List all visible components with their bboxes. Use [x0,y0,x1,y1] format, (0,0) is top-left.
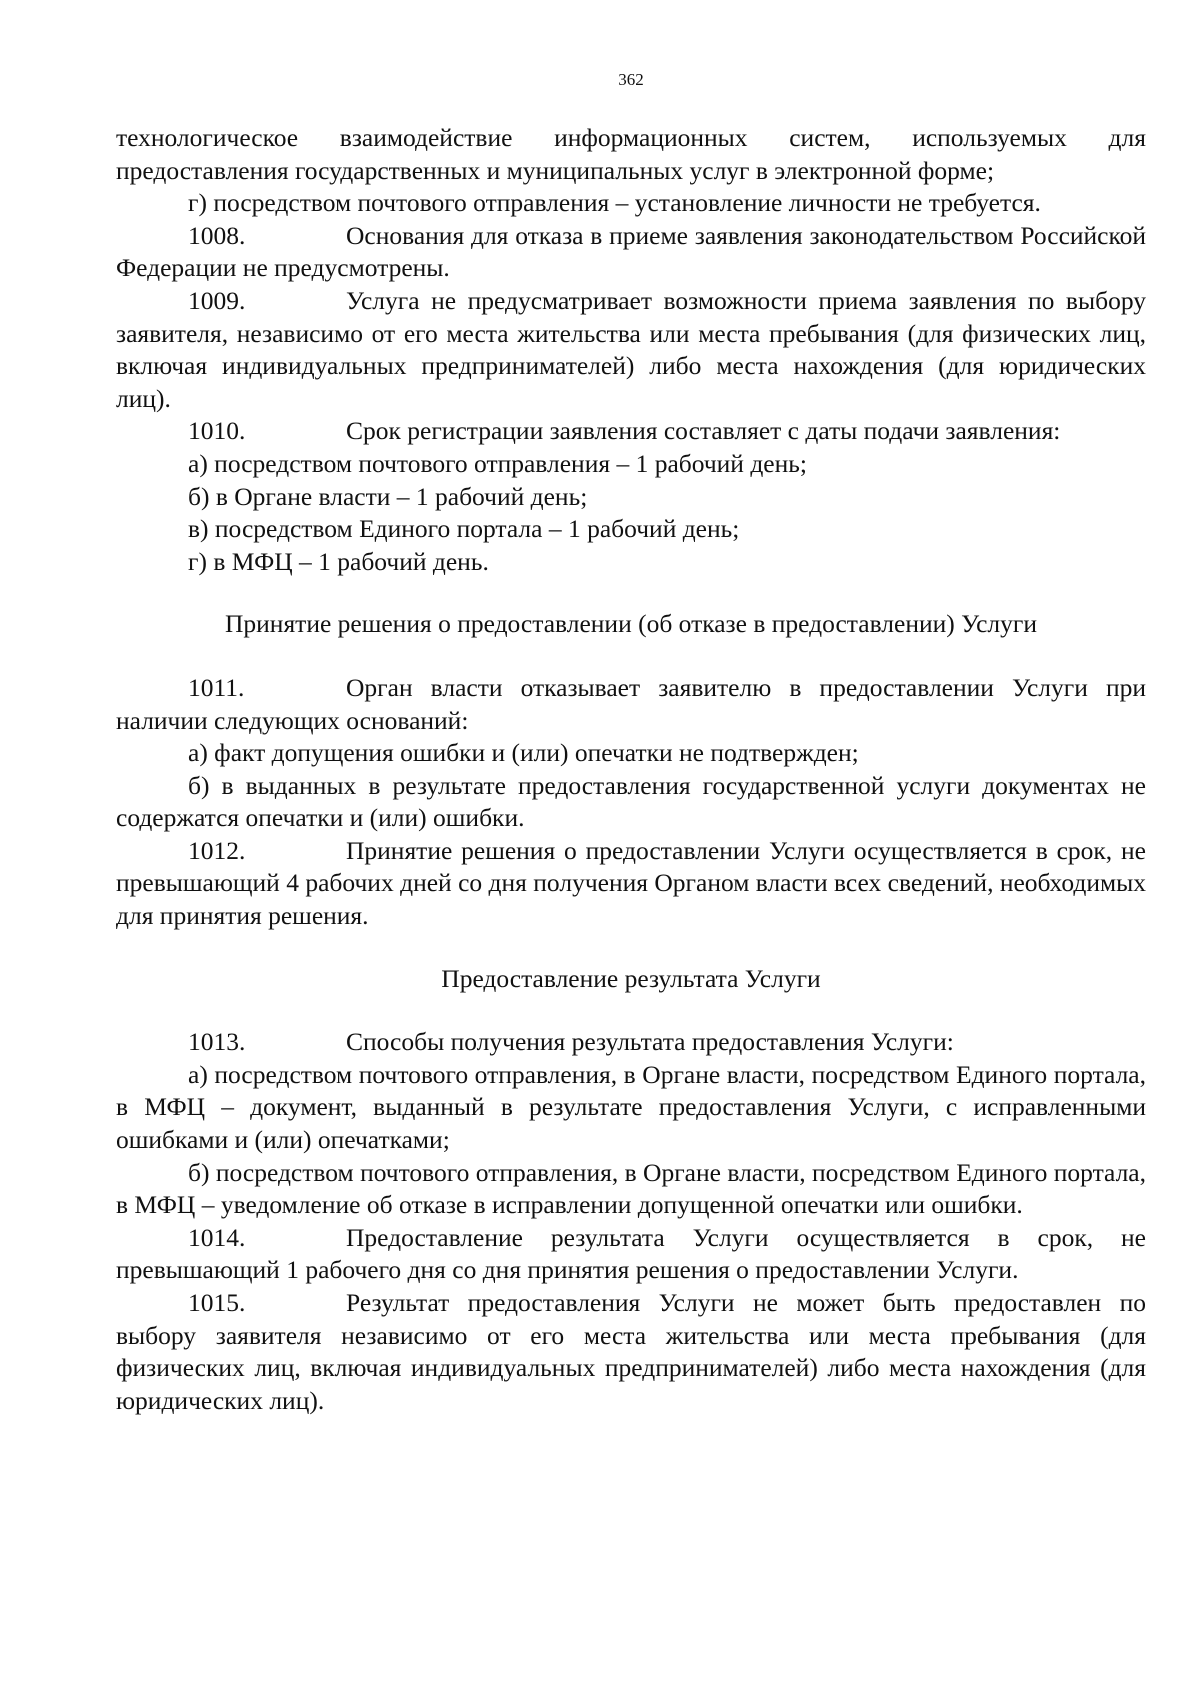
clause-1011 [116,672,1146,737]
clause-text: Предоставление результата Услуги осуществляется в срок, не превышающий 1 рабочего дня со дня принятия решения о предоставлении Услуги. [116,1222,1146,1285]
clause-number: 1010. [188,416,246,446]
clause-1015 [116,1287,1146,1417]
section-heading: Принятие решения о предоставлении (об отказе в предоставлении) Услуги [224,609,1038,639]
list-item: б) посредством почтового отправления, в Органе власти, посредством Единого портала, в МФЦ – уведомление об отказе в исправлении допущенной опечатки или ошибки. [116,1157,1146,1220]
clause-text: Услуга не предусматривает возможности приема заявления по выбору заявителя, независимо от его места жительства или места пребывания (для физических лиц, включая индивидуальных предпринимателей) либо места нахождения (для юридических лиц). [116,285,1146,413]
list-item: б) в Органе власти – 1 рабочий день; [188,481,588,511]
clause-number: 1012. [188,835,246,865]
page-number: 362 [618,70,644,89]
clause-number: 1011. [188,672,245,702]
clause-text: Принятие решения о предоставлении Услуги осуществляется в срок, не превышающий 4 рабочих дней со дня получения Органом власти всех сведений, необходимых для принятия решения. [116,835,1146,931]
clause-1009 [116,285,1146,415]
section-heading: Предоставление результата Услуги [441,963,821,993]
clause-1008 [116,220,1146,285]
list-item: б) в выданных в результате предоставления государственной услуги документах не содержатся опечатки и (или) ошибки. [116,770,1146,833]
clause-number: 1015. [188,1288,246,1317]
clause-text: Орган власти отказывает заявителю в предоставлении Услуги при наличии следующих оснований: [116,672,1146,735]
clause-1012 [116,835,1146,933]
list-item: г) в МФЦ – 1 рабочий день. [188,546,489,576]
clause-text: Способы получения результата предоставления Услуги: [346,1027,954,1057]
clause-number: 1013. [188,1027,246,1057]
list-item: в) посредством Единого портала – 1 рабочий день; [188,514,740,544]
list-item: а) посредством почтового отправления, в Органе власти, посредством Единого портала, в МФЦ – документ, выданный в результате предоставления Услуги, с исправленными ошибками и (или) опечатками; [116,1059,1146,1155]
clause-1014 [116,1222,1146,1287]
clause-text: Результат предоставления Услуги не может быть предоставлен по выбору заявителя независимо от его места жительства или места пребывания (для физических лиц, включая индивидуальных предпринимателей) либо места нахождения (для юридических лиц). [116,1288,1146,1415]
clause-number: 1009. [188,285,246,315]
paragraph-continuation: технологическое взаимодействие информационных систем, используемых для предоставления государственных и муниципальных услуг в электронной форме; [116,123,1146,185]
clause-number: 1014. [188,1222,246,1252]
clause-number: 1008. [188,220,246,250]
list-item: а) посредством почтового отправления – 1 рабочий день; [188,448,807,478]
clause-text: Основания для отказа в приеме заявления законодательством Российской Федерации не предусмотрены. [116,220,1146,283]
clause-1010 [116,415,1146,448]
list-item: а) факт допущения ошибки и (или) опечатки не подтвержден; [188,738,859,768]
clause-1013 [116,1026,1146,1059]
document-body [116,122,1146,1417]
list-item: г) посредством почтового отправления – установление личности не требуется. [188,188,1041,218]
clause-text: Срок регистрации заявления составляет с даты подачи заявления: [346,416,1061,446]
